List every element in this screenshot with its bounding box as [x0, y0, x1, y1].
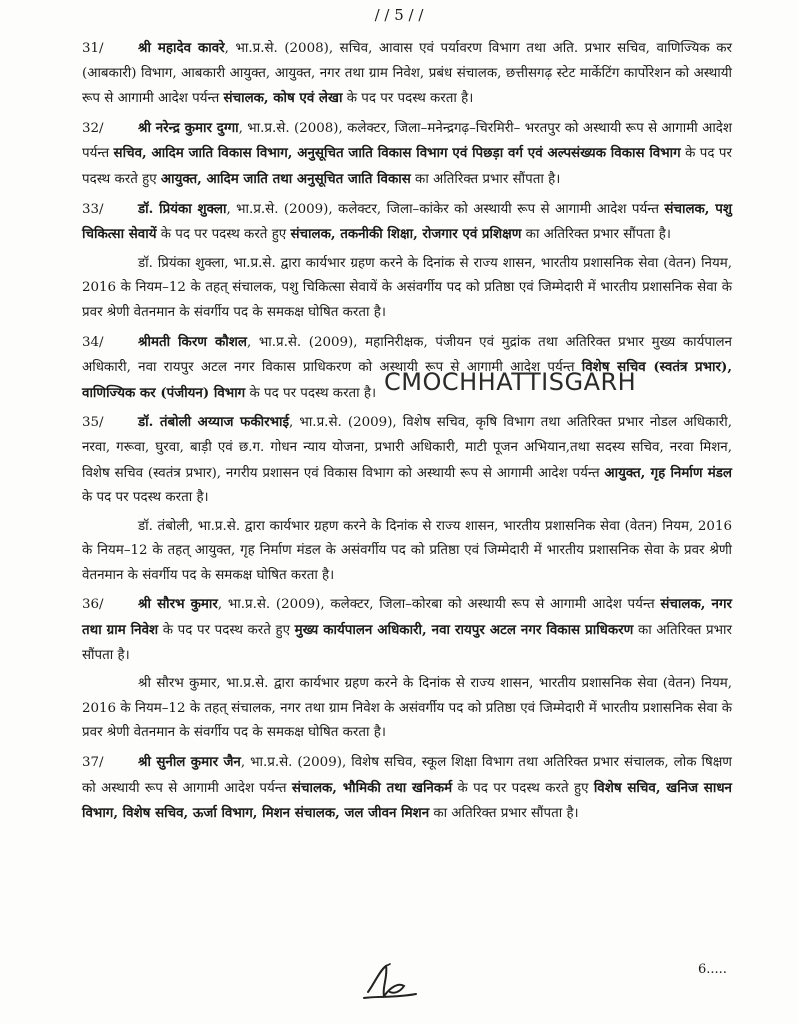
note-36: श्री सौरभ कुमार, भा.प्र.से. द्वारा कार्यभार ग्रहण करने के दिनांक से राज्य शासन, भारतीय प्रशासनिक सेवा (वेतन) नियम, 2016 के नियम–12 के तहत् संचालक, नगर तथा ग्राम निवेश के असंवर्गीय पद को प्रतिष्ठा एवं जिम्मेदारी में भारतीय प्रशासनिक सेवा के प्रवर श्रेणी वेतनमान के संवर्गीय पद के समकक्ष घोषित करता है। — [82, 676, 732, 741]
order-text: के पद पर पदस्थ करते हुए — [156, 227, 291, 243]
posting: विशेष सचिव (स्वतंत्र प्रभार), वाणिज्यिक कर (पंजीयन) विभाग — [82, 359, 733, 401]
posting: संचालक, पशु चिकित्सा सेवायें — [82, 200, 732, 243]
order-number: 33/ — [82, 201, 104, 217]
order-text: के पद पर पदस्थ करता है। — [245, 385, 377, 401]
order-number: 34/ — [82, 334, 104, 350]
order-text: का अतिरिक्त प्रभार सौंपता है। — [429, 806, 579, 822]
additional-charge: विशेष सचिव, खनिज साधन विभाग, विशेष सचिव, ऊर्जा विभाग, मिशन संचालक, जल जीवन मिशन — [82, 779, 732, 822]
order-text: , भा.प्र.से. (2009), महानिरीक्षक, पंजीयन एवं मुद्रांक तथा अतिरिक्त प्रभार मुख्य कार्यपालन अधिकारी, नवा रायपुर अटल नगर विकास प्राधिकरण को अस्थायी रूप से आगामी आदेश पर्यन्त — [82, 334, 732, 376]
officer-name: डॉ. प्रियंका शुक्ला — [138, 200, 227, 217]
posting: संचालक, भौमिकी तथा खनिकर्म — [291, 779, 453, 796]
order-31 — [82, 36, 732, 112]
order-text: के पद पर पदस्थ करते हुए — [158, 623, 295, 639]
posting: सचिव, आदिम जाति विकास विभाग, अनुसूचित जाति विकास विभाग एवं पिछड़ा वर्ग एवं अल्पसंख्यक विकास विभाग — [113, 145, 681, 162]
additional-charge: संचालक, तकनीकी शिक्षा, रोजगार एवं प्रशिक्षण — [290, 226, 522, 243]
additional-charge: आयुक्त, आदिम जाति तथा अनुसूचित जाति विकास — [160, 170, 411, 187]
order-text: का अतिरिक्त प्रभार सौंपता है। — [410, 171, 561, 187]
order-33 — [82, 197, 732, 248]
order-text: के पद पर पदस्थ करता है। — [342, 91, 474, 107]
order-37 — [82, 750, 732, 827]
note-35: डॉ. तंबोली, भा.प्र.से. द्वारा कार्यभार ग्रहण करने के दिनांक से राज्य शासन, भारतीय प्रशासनिक सेवा (वेतन) नियम, 2016 के नियम–12 के तहत् आयुक्त, गृह निर्माण मंडल के असंवर्गीय पद को प्रतिष्ठा एवं जिम्मेदारी में भारतीय प्रशासनिक सेवा के प्रवर श्रेणी वेतनमान के संवर्गीय पद के समकक्ष घोषित करता है। — [82, 518, 732, 583]
signature-icon — [360, 962, 420, 1006]
order-36 — [82, 592, 732, 668]
order-text: , भा.प्र.से. (2009), विशेष सचिव, कृषि विभाग तथा अतिरिक्त प्रभार नोडल अधिकारी, नरवा, गरूवा, घुरवा, बाड़ी एवं छ.ग. गोधन न्याय योजना, प्रभारी अधिकारी, माटी पूजन अभियान,तथा सदस्य सचिव, नरवा मिशन, विशेष सचिव (स्वतंत्र प्रभार), नगरीय प्रशासन एवं विकास विभाग को अस्थायी रूप से आगामी आदेश पर्यन्त — [82, 415, 732, 481]
order-text: के पद पर पदस्थ करते हुए — [452, 780, 594, 796]
order-number: 32/ — [82, 120, 104, 136]
order-number: 31/ — [82, 41, 104, 56]
additional-charge: मुख्य कार्यपालन अधिकारी, नवा रायपुर अटल नगर विकास प्राधिकरण — [294, 622, 634, 639]
order-text: , भा.प्र.से. (2008), कलेक्टर, जिला–मनेन्द्रगढ़–चिरमिरी– भरतपुर को अस्थायी रूप से आगामी आदेश पर्यन्त — [82, 120, 732, 162]
order-32 — [82, 116, 732, 193]
posting: संचालक, नगर तथा ग्राम निवेश — [82, 596, 732, 639]
order-text: के पद पर पदस्थ करते हुए — [82, 146, 732, 187]
page-number: / / 5 / / — [374, 6, 424, 24]
order-number: 36/ — [82, 597, 104, 613]
officer-name: श्री नरेन्द्र कुमार दुग्गा — [138, 119, 239, 136]
order-number: 37/ — [82, 755, 104, 771]
order-text: , भा.प्र.से. (2009), कलेक्टर, जिला–कांकेर को अस्थायी रूप से आगामी आदेश पर्यन्त — [226, 201, 665, 217]
officer-name: श्री सौरभ कुमार — [138, 596, 218, 613]
order-35 — [82, 410, 732, 510]
watermark: CMOCHHATTISGARH — [384, 368, 637, 396]
next-page-marker: 6..... — [698, 962, 727, 977]
officer-name: श्री सुनील कुमार जैन — [138, 754, 241, 771]
order-body — [82, 36, 732, 831]
posting: आयुक्त, गृह निर्माण मंडल — [604, 464, 732, 481]
officer-name: श्री महादेव कावरे — [138, 40, 225, 56]
order-text: , भा.प्र.से. (2009), कलेक्टर, जिला–कोरबा को अस्थायी रूप से आगामी आदेश पर्यन्त — [217, 597, 661, 613]
order-text: का अतिरिक्त प्रभार सौंपता है। — [521, 227, 671, 243]
order-text: का अतिरिक्त प्रभार सौंपता है। — [82, 623, 732, 663]
order-text: , भा.प्र.से. (2008), सचिव, आवास एवं पर्यावरण विभाग तथा अति. प्रभार सचिव, वाणिज्यिक कर (आबकारी) विभाग, आबकारी आयुक्त, आयुक्त, नगर तथा ग्राम निवेश, प्रबंध संचालक, छत्तीसगढ़ स्टेट मार्केटिंग कार्पोरेशन को अस्थायी रूप से आगामी आदेश पर्यन्त — [82, 41, 732, 107]
order-text: , भा.प्र.से. (2009), विशेष सचिव, स्कूल शिक्षा विभाग तथा अतिरिक्त प्रभार संचालक, लोक षिक्षण को अस्थायी रूप से आगामी आदेश पर्यन्त — [82, 755, 732, 796]
officer-name: डॉ. तंबोली अय्याज फकीरभाई — [138, 414, 290, 431]
posting: संचालक, कोष एवं लेखा — [223, 90, 343, 107]
order-number: 35/ — [82, 415, 104, 431]
order-text: के पद पर पदस्थ करता है। — [82, 490, 209, 506]
note-33: डॉ. प्रियंका शुक्ला, भा.प्र.से. द्वारा कार्यभार ग्रहण करने के दिनांक से राज्य शासन, भारतीय प्रशासनिक सेवा (वेतन) नियम, 2016 के नियम–12 के तहत् संचालक, पशु चिकित्सा सेवायें के असंवर्गीय पद को प्रतिष्ठा एवं जिम्मेदारी में भारतीय प्रशासनिक सेवा के प्रवर श्रेणी वेतनमान के संवर्गीय पद के समकक्ष घोषित करता है। — [82, 255, 732, 320]
officer-name: श्रीमती किरण कौशल — [138, 333, 247, 350]
